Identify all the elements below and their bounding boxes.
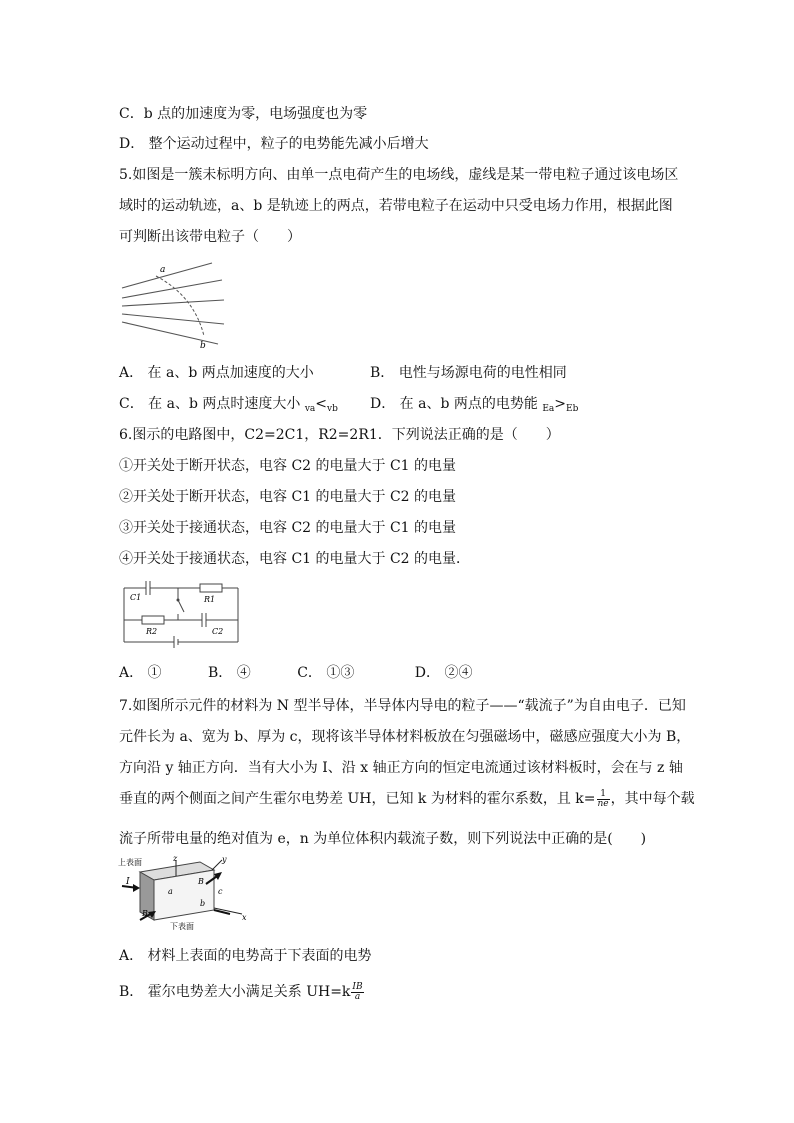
q5-stem-line3: 可判断出该带电粒子（ ）: [119, 229, 301, 245]
q7-option-a: A． 材料上表面的电势高于下表面的电势: [119, 948, 372, 964]
q5-option-b: B． 电性与场源电荷的电性相同: [370, 365, 567, 381]
q6-statement-3: ③开关处于接通状态，电容 C2 的电量大于 C1 的电量: [119, 520, 457, 536]
q5-option-a: A． 在 a、b 两点加速度的大小: [119, 365, 314, 381]
q5-stem-line2: 域时的运动轨迹，a、b 是轨迹上的两点，若带电粒子在运动中只受电场力作用，根据此图: [119, 198, 673, 214]
q7-label-y: y: [222, 856, 227, 864]
q7-stem-line4: 垂直的两个侧面之间产生霍尔电势差 UH，已知 k 为材料的霍尔系数，且 k= $\frac{1}{ne}$ ，其中每个载: [119, 788, 695, 809]
q6-label-c2: C2: [212, 627, 224, 636]
q7-label-c: c: [218, 887, 223, 896]
q6-options: A． ① B． ④ C． ①③ D． ②④: [119, 665, 473, 681]
q7-label-x: x: [242, 913, 247, 922]
q6-label-r1: R1: [204, 595, 216, 604]
q7-label-top-surface: 上表面: [118, 858, 142, 867]
q7-k-fraction: $\frac{1}{ne}$: [597, 788, 609, 809]
q7-hall-element-figure: [118, 856, 250, 930]
q7-stem-line1: 7.如图所示元件的材料为 N 型半导体，半导体内导电的粒子——“载流子”为自由电子．已知: [119, 698, 686, 714]
q5-field-lines-figure: [120, 258, 226, 350]
q6-statement-4: ④开关处于接通状态，电容 C1 的电量大于 C2 的电量．: [119, 551, 471, 567]
q7-label-bottom-surface: 下表面: [170, 922, 194, 930]
q7-label-a: a: [168, 887, 173, 896]
q7-option-b-fraction: $\frac{IB}{a}$: [352, 981, 363, 1002]
q5-option-d: D． 在 a、b 两点的电势能 $_{Ea}>_{Eb}$: [370, 396, 579, 414]
q7-label-B-top: B: [198, 877, 204, 886]
q7-stem-line2: 元件长为 a、宽为 b、厚为 c，现将该半导体材料板放在匀强磁场中，磁感应强度大小为 B，: [119, 729, 691, 745]
q6-label-c1: C1: [130, 593, 142, 602]
q5-label-a: a: [160, 265, 166, 275]
q6-circuit-figure: [120, 578, 242, 652]
q6-statement-2: ②开关处于断开状态，电容 C1 的电量大于 C2 的电量: [119, 489, 457, 505]
q7-label-B-bottom: B: [142, 909, 148, 918]
q7-option-b: B． 霍尔电势差大小满足关系 UH=k $\frac{IB}{a}$: [119, 981, 363, 1002]
q5-stem-line1: 5.如图是一簇未标明方向、由单一点电荷产生的电场线，虚线是某一带电粒子通过该电场区: [119, 167, 679, 183]
q4-option-d: D． 整个运动过程中，粒子的电势能先减小后增大: [119, 136, 429, 152]
q6-stem: 6.图示的电路图中，C2=2C1，R2=2R1．下列说法正确的是（ ）: [119, 427, 560, 443]
q7-stem-line3: 方向沿 y 轴正方向．当有大小为 I、沿 x 轴正方向的恒定电流通过该材料板时，会在与 z 轴: [119, 760, 683, 776]
q6-label-r2: R2: [146, 627, 158, 636]
q4-option-c: C．b 点的加速度为零，电场强度也为零: [119, 106, 368, 122]
q5-option-c: C． 在 a、b 两点时速度大小 $_{va}<_{vb}$: [119, 396, 338, 414]
q5-label-b: b: [200, 341, 206, 350]
q7-label-b: b: [200, 899, 206, 908]
q7-stem-line5: 流子所带电量的绝对值为 e，n 为单位体积内载流子数，则下列说法中正确的是( ): [119, 831, 647, 847]
q7-label-I: I: [126, 877, 130, 887]
q7-label-z: z: [173, 856, 178, 863]
q6-statement-1: ①开关处于断开状态，电容 C2 的电量大于 C1 的电量: [119, 458, 457, 474]
